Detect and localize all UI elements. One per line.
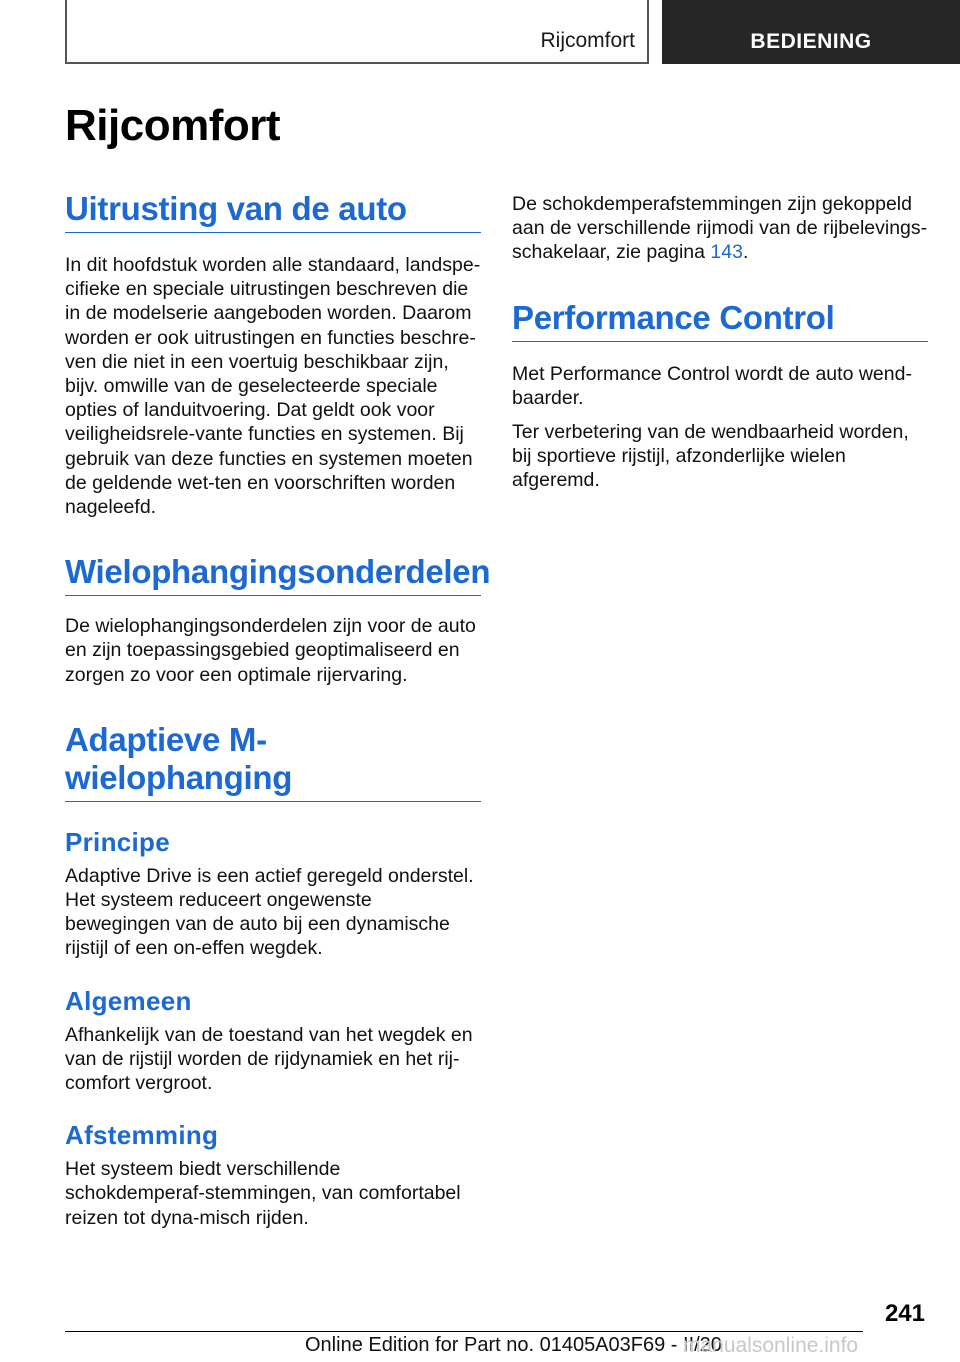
left-column — [65, 190, 491, 1230]
section-text-wielophanging: De wielophangingsonderdelen zijn voor de auto en zijn toepassingsgebied geoptimaliseerd en zorgen zo voor een optimale rijervaring. — [65, 615, 476, 686]
page-link-143[interactable]: 143 — [710, 241, 743, 264]
subsection-title-algemeen: Algemeen — [65, 985, 192, 1016]
subsection-title-afstemming: Afstemming — [65, 1120, 219, 1151]
edition-text: Online Edition for Part no. 01405A03F69 - II/20 — [305, 1334, 722, 1356]
header-section-title: Rijcomfort — [540, 29, 635, 52]
intro-text: De schokdemperafstemmingen zijn gekoppeld aan de verschillende rijmodi van de rijbelevings-schakelaar, zie pagina — [512, 193, 928, 264]
subsection-text-algemeen: Afhankelijk van de toestand van het wegdek en van de rijstijl worden de rijdynamiek en het rij-comfort vergroot. — [65, 1023, 473, 1095]
header-chapter-label: BEDIENING — [750, 30, 872, 53]
intro-period: . — [742, 241, 749, 264]
intro-paragraph — [512, 192, 928, 265]
page-number: 241 — [884, 1300, 925, 1327]
section-text-performance-2: Ter verbetering van de wendbaarheid worden, bij sportieve rijstijl, afzonderlijke wielen afgeremd. — [512, 421, 909, 492]
footer-divider — [65, 1331, 863, 1332]
header-chapter-tab — [662, 0, 960, 64]
section-text-performance-1: Met Performance Control wordt de auto wend-baarder. — [512, 362, 912, 409]
page-title: Rijcomfort — [65, 101, 280, 150]
section-title-performance-control: Performance Control — [512, 299, 928, 342]
right-column — [512, 192, 928, 493]
section-title-wielophanging: Wielophangingsonderdelen — [65, 553, 481, 596]
subsection-text-afstemming: Het systeem biedt verschillende schokdemperaf-stemmingen, van comfortabel reizen tot dyna-misch rijden. — [65, 1158, 461, 1229]
section-text-uitrusting: In dit hoofdstuk worden alle standaard, landspe-cifieke en speciale uitrustingen beschreven die in de modelserie aangeboden worden. Daarom worden er ook uitrustingen en functies beschre-ven die niet in een voertuig beschikbaar zijn, bijv. omwille van de geselecteerde speciale opties of landuitvoering. Dat geldt ook voor veiligheidsrele-vante functies en systemen. Bij gebruik van deze functies en systemen moeten de geldende wet-ten en voorschriften worden nageleefd. — [65, 254, 481, 519]
section-title-adaptieve: Adaptieve M-wielophanging — [65, 720, 293, 796]
subsection-text-principe: Adaptive Drive is een actief geregeld onderstel. Het systeem reduceert ongewenste bewegingen van de auto bij een dynamische rijstijl of een on-effen wegdek. — [65, 864, 474, 960]
subsection-title-principe: Principe — [65, 826, 170, 857]
section-title-uitrusting: Uitrusting van de auto — [65, 190, 481, 233]
watermark: manualsonline.info — [683, 1334, 859, 1357]
header-section-box — [65, 0, 649, 64]
